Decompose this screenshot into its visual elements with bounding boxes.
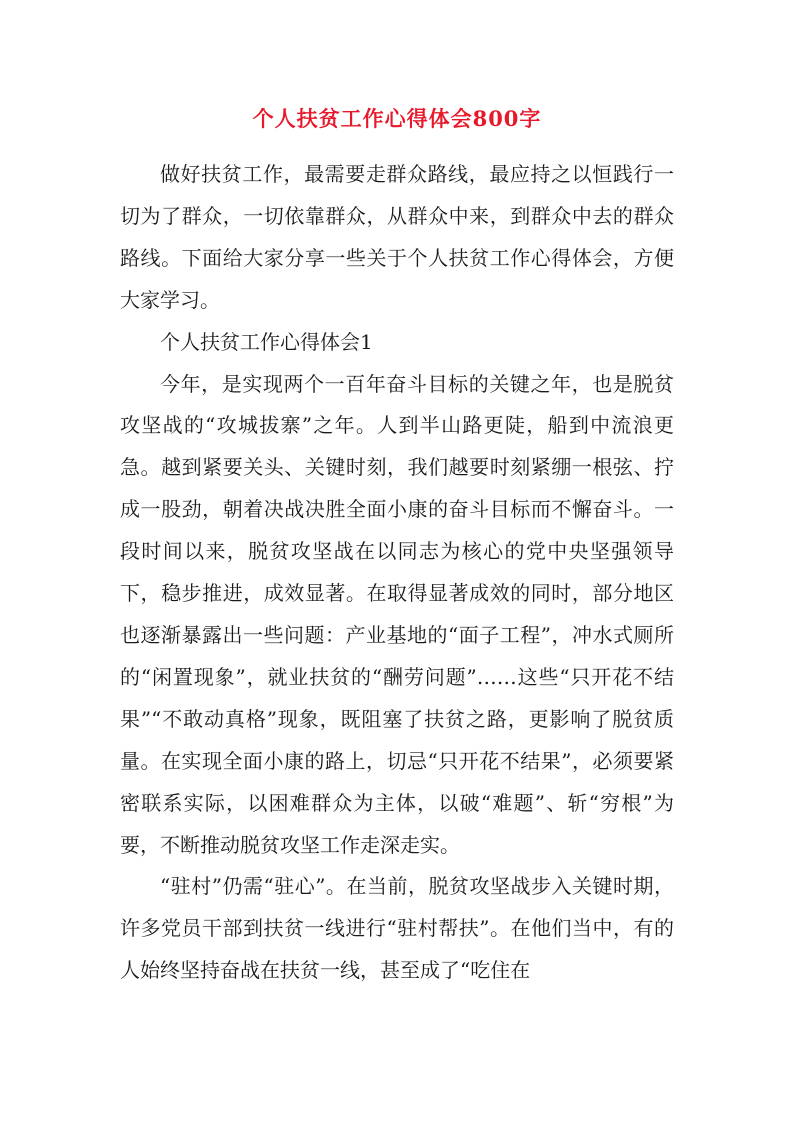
section-heading: 个人扶贫工作心得体会1 xyxy=(160,329,373,354)
body-paragraph: 今年，是实现两个一百年奋斗目标的关键之年，也是脱贫攻坚战的“攻城拔寨”之年。人到半山路更陡，船到中流浪更急。越到紧要关头、关键时刻，我们越要时刻紧绷一根弦、拧成一股劲，朝着决战决胜全面小康的奋斗目标而不懈奋斗。一段时间以来，脱贫攻坚战在以同志为核心的党中央坚强领导下，稳步推进，成效显著。在取得显著成效的同时，部分地区也逐渐暴露出一些问题：产业基地的“面子工程”，冲水式厕所的“闲置现象”，就业扶贫的“酬劳问题”……这些“只开花不结果”“不敢动真格”现象，既阻塞了扶贫之路，更影响了脱贫质量。在实现全面小康的路上，切忌“只开花不结果”，必须要紧密联系实际，以困难群众为主体，以破“难题”、斩“穷根”为要，不断推动脱贫攻坚工作走深走实。 xyxy=(120,371,674,857)
intro-paragraph: 做好扶贫工作，最需要走群众路线，最应持之以恒践行一切为了群众，一切依靠群众，从群众中来，到群众中去的群众路线。下面给大家分享一些关于个人扶贫工作心得体会，方便大家学习。 xyxy=(120,162,674,312)
document-body xyxy=(120,154,674,992)
body-paragraph: “驻村”仍需“驻心”。在当前，脱贫攻坚战步入关键时期，许多党员干部到扶贫一线进行“驻村帮扶”。在他们当中，有的人始终坚持奋战在扶贫一线，甚至成了“吃住在 xyxy=(120,874,674,983)
document-title: 个人扶贫工作心得体会800字 xyxy=(252,106,542,131)
